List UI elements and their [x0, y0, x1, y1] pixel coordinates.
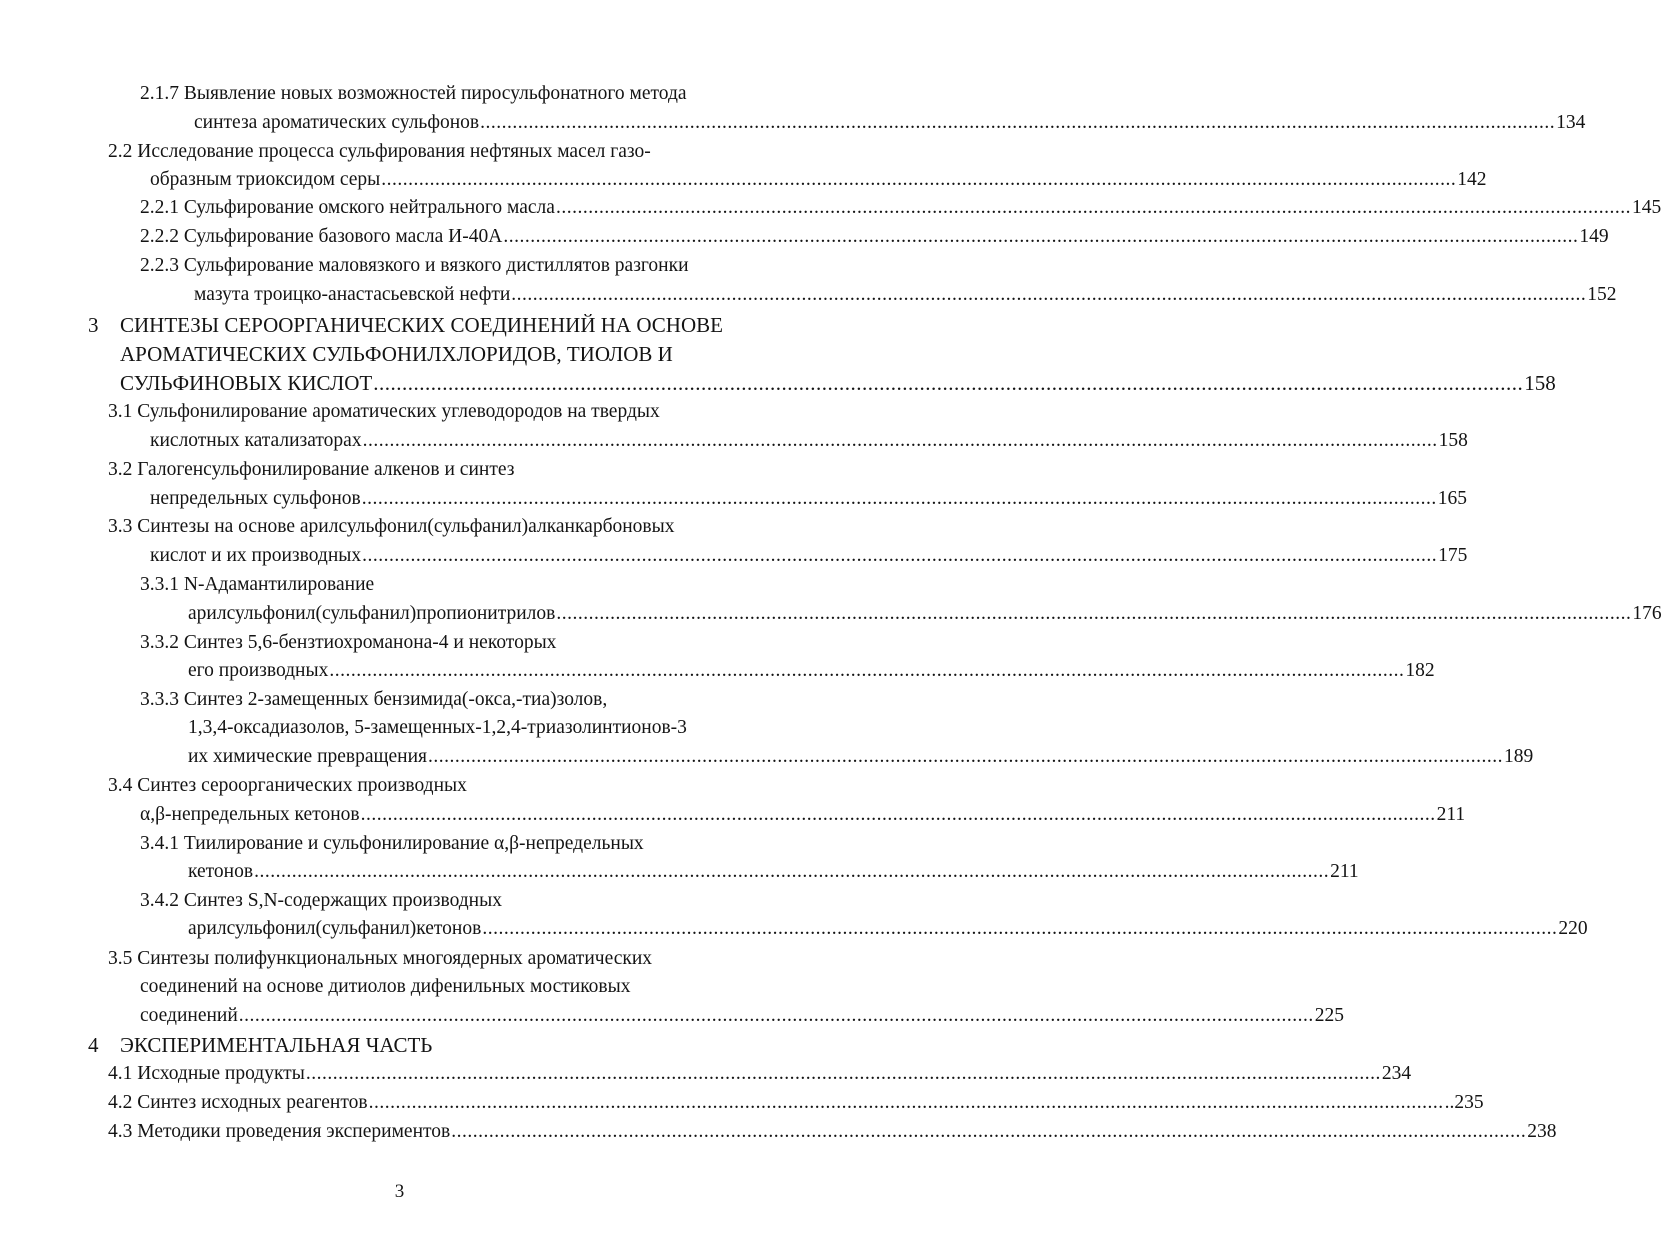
toc-leader-dots: ........................................................................................................................................................................................................ [555, 197, 1631, 218]
toc-entry-page: 175 [1438, 545, 1468, 566]
toc-entry-2-2-1 [140, 194, 1662, 222]
toc-leader-dots: ........................................................................................................................................................................................................ [511, 284, 1587, 305]
toc-leader-dots: ........................................................................................................................................................................................................ [238, 1005, 1314, 1026]
toc-entry-page: 211 [1330, 861, 1359, 882]
toc-line-3-4: 3.4 Синтез сероорганических производных [108, 775, 467, 796]
toc-line-3-3-1: 3.3.1 N-Адамантилирование [140, 574, 375, 595]
toc-entry-3-3-1 [188, 600, 1662, 628]
toc-line-2-1-7: 2.1.7 Выявление новых возможностей пиросульфонатного метода [140, 83, 687, 104]
toc-line-3: СИНТЕЗЫ СЕРООРГАНИЧЕСКИХ СОЕДИНЕНИЙ НА ОСНОВЕ [120, 313, 723, 337]
toc-line-3-3-3: 3.3.3 Синтез 2-замещенных бензимида(-окса,-тиа)золов, [140, 689, 608, 710]
toc-entry-title: непредельных сульфонов [150, 488, 361, 509]
toc-entry-title: 4.2 Синтез исходных реагентов [108, 1092, 368, 1113]
toc-line-3-3-2: 3.3.2 Синтез 5,6-бензтиохроманона-4 и некоторых [140, 632, 557, 653]
toc-entry-title: 4.3 Методики проведения экспериментов [108, 1121, 451, 1142]
toc-entry-page: 211 [1436, 804, 1466, 825]
toc-line-3-cont: АРОМАТИЧЕСКИХ СУЛЬФОНИЛХЛОРИДОВ, ТИОЛОВ И [120, 342, 673, 366]
toc-leader-dots: ........................................................................................................................................................................................................ [503, 226, 1579, 247]
toc-entry-page: 225 [1314, 1005, 1345, 1026]
toc-entry-title: СУЛЬФИНОВЫХ КИСЛОТ [120, 371, 373, 395]
toc-entry-title: их химические превращения [188, 746, 428, 767]
toc-line-3-3-3-cont: 1,3,4-оксадиазолов, 5-замещенных-1,2,4-триазолинтионов-3 [188, 717, 687, 738]
toc-entry-3-2 [150, 485, 1467, 513]
toc-leader-dots: ........................................................................................................................................................................................................ [451, 1121, 1527, 1142]
toc-entry-page: 165 [1437, 488, 1467, 509]
toc-entry-3 [120, 369, 1556, 397]
toc-leader-dots: ........................................................................................................................................................................................................ [428, 746, 1504, 767]
toc-entry-title: синтеза ароматических сульфонов [194, 112, 480, 133]
toc-leader-dots: ........................................................................................................................................................................................................ [360, 804, 1436, 825]
toc-entry-page: 234 [1381, 1063, 1412, 1084]
toc-line-3-5: 3.5 Синтезы полифункциональных многоядерных ароматических [108, 948, 653, 969]
toc-entry-3-3-3 [188, 743, 1534, 771]
toc-entry-3-4 [140, 801, 1466, 829]
toc-leader-dots: ........................................................................................................................................................................................................ [482, 918, 1558, 939]
toc-entry-page: 134 [1556, 112, 1586, 133]
toc-entry-page: 145 [1631, 197, 1662, 218]
toc-entry-title: мазута троицко-анастасьевской нефти [194, 284, 511, 305]
toc-line-2-2-3: 2.2.3 Сульфирование маловязкого и вязкого дистиллятов разгонки [140, 255, 689, 276]
toc-entry-3-5 [140, 1002, 1345, 1030]
toc-leader-dots: ........................................................................................................................................................................................................ [381, 169, 1457, 190]
toc-entry-3-4-1 [188, 858, 1359, 886]
toc-line-2-2: 2.2 Исследование процесса сульфирования нефтяных масел газо- [108, 141, 651, 162]
toc-entry-2-1-7 [194, 109, 1586, 137]
toc-entry-page: 149 [1579, 226, 1609, 247]
toc-entry-title: α,β-непредельных кетонов [140, 804, 360, 825]
toc-entry-page: 238 [1527, 1121, 1557, 1142]
toc-leader-dots: ........................................................................................................................................................................................................ [305, 1063, 1381, 1084]
toc-entry-3-3 [150, 542, 1468, 570]
toc-leader-dots: ........................................................................................................................................................................................................ [368, 1092, 1444, 1113]
toc-entry-2-2-2 [140, 223, 1609, 251]
toc-entry-title: кислотных катализаторах [150, 430, 362, 451]
toc-entry-4-2 [108, 1089, 1484, 1117]
toc-leader-dots: ........................................................................................................................................................................................................ [361, 488, 1437, 509]
toc-entry-page: 158 [1438, 430, 1468, 451]
toc-leader-dots: ........................................................................................................................................................................................................ [362, 545, 1438, 566]
toc-entry-title: его производных [188, 660, 329, 681]
toc-leader-dots: ........................................................................................................................................................................................................ [254, 861, 1330, 882]
toc-entry-2-2 [150, 166, 1487, 194]
toc-entry-3-4-2 [188, 915, 1588, 943]
toc-entry-page: 176 [1632, 603, 1662, 624]
toc-line-3-5-cont: соединений на основе дитиолов дифенильных мостиковых [140, 976, 631, 997]
toc-entry-3-1 [150, 427, 1468, 455]
toc-entry-4-1 [108, 1060, 1412, 1088]
toc-entry-page: ..235 [1444, 1092, 1484, 1113]
toc-entry-page: 152 [1587, 284, 1617, 305]
toc-entry-4-3 [108, 1118, 1557, 1146]
toc-leader-dots: ........................................................................................................................................................................................................ [556, 603, 1632, 624]
toc-entry-title: арилсульфонил(сульфанил)пропионитрилов [188, 603, 556, 624]
toc-entry-title: образным триоксидом серы [150, 169, 381, 190]
toc-line-4: ЭКСПЕРИМЕНТАЛЬНАЯ ЧАСТЬ [120, 1033, 433, 1057]
toc-leader-dots: ........................................................................................................................................................................................................ [329, 660, 1405, 681]
toc-entry-page: 182 [1405, 660, 1435, 681]
toc-chapter-number: 3 [88, 313, 99, 337]
page-number: 3 [394, 1181, 405, 1202]
toc-entry-2-2-3 [194, 281, 1617, 309]
toc-line-3-3: 3.3 Синтезы на основе арилсульфонил(сульфанил)алканкарбоновых [108, 516, 675, 537]
toc-entry-title: 4.1 Исходные продукты [108, 1063, 305, 1084]
toc-leader-dots: ........................................................................................................................................................................................................ [480, 112, 1556, 133]
toc-entry-title: 2.2.1 Сульфирование омского нейтрального масла [140, 197, 555, 218]
toc-line-3-4-2: 3.4.2 Синтез S,N-содержащих производных [140, 890, 502, 911]
toc-entry-page: 142 [1457, 169, 1487, 190]
toc-entry-title: арилсульфонил(сульфанил)кетонов [188, 918, 482, 939]
toc-chapter-number: 4 [88, 1033, 99, 1057]
toc-entry-title: 2.2.2 Сульфирование базового масла И-40А [140, 226, 503, 247]
toc-entry-page: 189 [1504, 746, 1534, 767]
toc-entry-page: 220 [1558, 918, 1588, 939]
toc-entry-title: кетонов [188, 861, 254, 882]
toc-line-3-4-1: 3.4.1 Тиилирование и сульфонилирование α,β-непредельных [140, 833, 644, 854]
toc-entry-title: кислот и их производных [150, 545, 362, 566]
toc-entry-title: соединений [140, 1005, 238, 1026]
toc-entry-page: 158 [1524, 371, 1556, 395]
toc-line-3-1: 3.1 Сульфонилирование ароматических углеводородов на твердых [108, 401, 660, 422]
toc-leader-dots: ........................................................................................................................................................................................................ [373, 371, 1524, 395]
toc-leader-dots: ........................................................................................................................................................................................................ [362, 430, 1438, 451]
toc-line-3-2: 3.2 Галогенсульфонилирование алкенов и синтез [108, 459, 515, 480]
toc-entry-3-3-2 [188, 657, 1435, 685]
